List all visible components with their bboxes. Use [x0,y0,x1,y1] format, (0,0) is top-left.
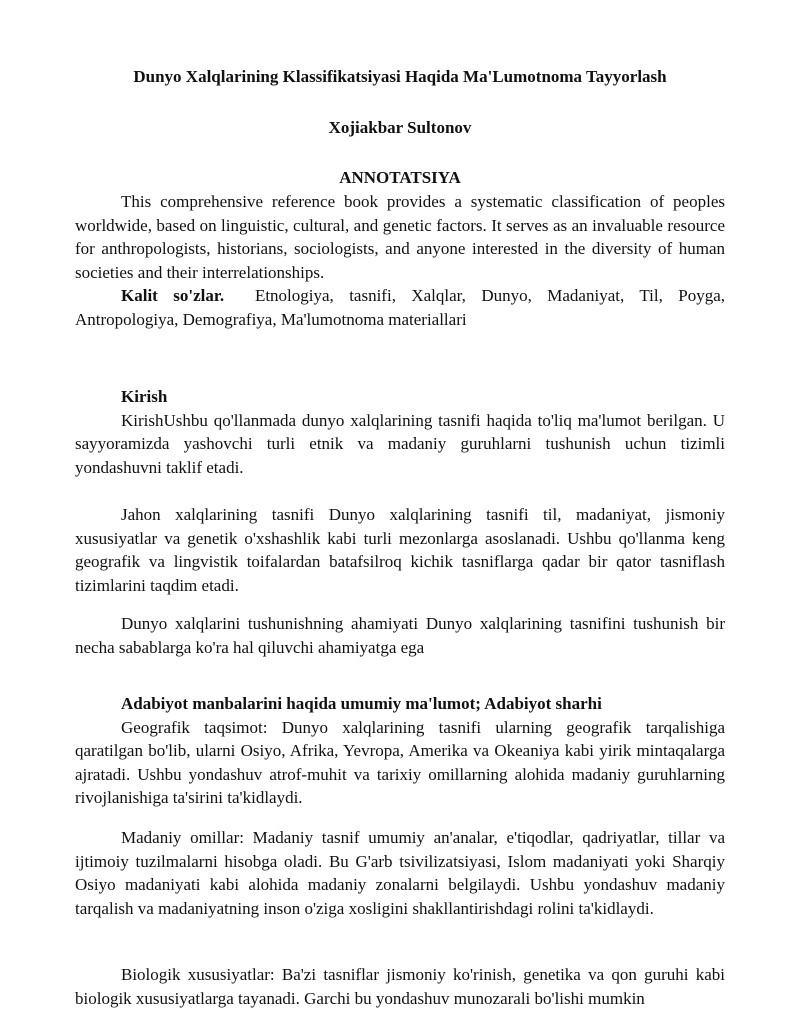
annotation-paragraph: This comprehensive reference book provides a systematic classification of peoples worldwide, based on linguistic, cultural, and genetic factors. It serves as an invaluable resource for anthropologists, historians, sociologists, and anyone interested in the diversity of human societies and their interrelationships. [75,192,725,282]
intro-paragraph-3: Dunyo xalqlarini tushunishning ahamiyati Dunyo xalqlarining tasnifini tushunish bir necha sabablarga ko'ra hal qiluvchi ahamiyatga ega [75,614,725,657]
literature-section [75,692,725,810]
literature-paragraph-2-wrap [75,826,725,920]
document-title: Dunyo Xalqlarining Klassifikatsiyasi Haqida Ma'Lumotnoma Tayyorlash [133,67,667,86]
keywords-label: Kalit so'zlar. [121,286,225,306]
author-name: Xojiakbar Sultonov [328,118,472,137]
keywords-paragraph [75,284,725,331]
literature-paragraph-2: Madaniy omillar: Madaniy tasnif umumiy an'analar, e'tiqodlar, qadriyatlar, tillar va ijtimoiy tuzilmalarni hisobga oladi. Bu G'arb tsivilizatsiyasi, Islom madaniyati yoki Sharqiy Osiyo madaniyati kabi alohida madaniy zonalarni belgilaydi. Ushbu yondashuv madaniy tarqalish va madaniyatning inson o'ziga xosligini shakllantirishdagi rolini ta'kidlaydi. [75,828,725,918]
annotation-section [75,190,725,332]
intro-section [75,385,725,479]
annotation-heading: ANNOTATSIYA [339,168,461,187]
intro-paragraph-1: KirishUshbu qo'llanmada dunyo xalqlarining tasnifi haqida to'liq ma'lumot berilgan. U sayyoramizda yashovchi turli etnik va madaniy guruhlarni tushunish uchun tizimli yondashuvni taklif etadi. [75,410,725,477]
literature-paragraph-3: Biologik xususiyatlar: Ba'zi tasniflar jismoniy ko'rinish, genetika va qon guruhi kabi biologik xususiyatlarga tayanadi. Garchi bu yondashuv munozarali bo'lishi mumkin [75,965,725,1008]
keywords-text: Etnologiya, tasnifi, Xalqlar, Dunyo, Madaniyat, Til, Poyga, Antropologiya, Demografiya, Ma'lumotnoma materiallari [75,286,725,329]
literature-heading: Adabiyot manbalarini haqida umumiy ma'lumot; Adabiyot sharhi [121,694,602,713]
intro-paragraph-3-wrap [75,612,725,659]
literature-paragraph-3-wrap [75,963,725,1010]
literature-paragraph-1: Geografik taqsimot: Dunyo xalqlarining tasnifi ularning geografik tarqalishiga qaratilgan bo'lib, ularni Osiyo, Afrika, Yevropa, Amerika va Okeaniya kabi yirik mintaqalarga ajratadi. Ushbu yondashuv atrof-muhit va tarixiy omillarning alohida madaniy guruhlarning rivojlanishiga ta'sirini ta'kidlaydi. [75,717,725,808]
intro-paragraph-2-wrap [75,503,725,597]
intro-paragraph-2: Jahon xalqlarining tasnifi Dunyo xalqlarining tasnifi til, madaniyat, jismoniy xususiyatlar va genetik o'xshashlik kabi turli mezonlarga asoslanadi. Ushbu qo'llanma keng geografik va lingvistik toifalardan batafsilroq kichik tasniflarga qadar bir qator tasniflash tizimlarini taqdim etadi. [75,505,725,595]
intro-heading: Kirish [121,387,168,406]
